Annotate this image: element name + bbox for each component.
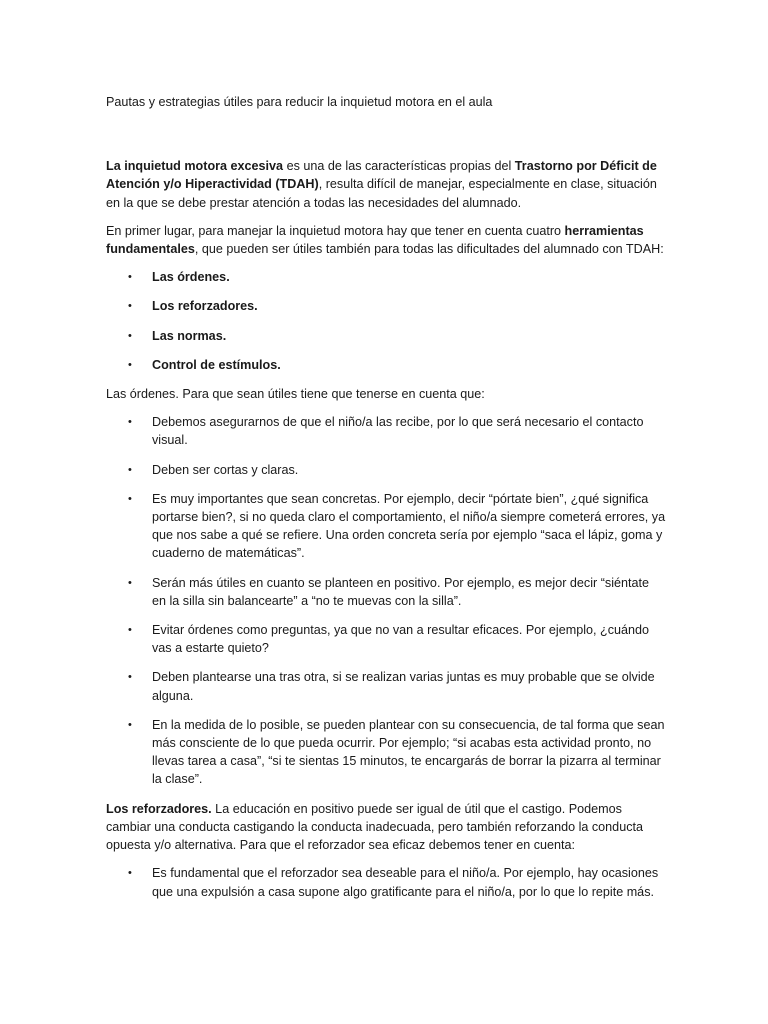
bullet-icon: • bbox=[128, 718, 132, 731]
list-item bbox=[106, 574, 666, 610]
intro-mid: es una de las características propias del bbox=[283, 159, 515, 174]
bullet-icon: • bbox=[128, 358, 132, 371]
bullet-icon: • bbox=[128, 416, 132, 429]
list-item bbox=[106, 716, 666, 789]
list-item-text: Serán más útiles en cuanto se planteen en positivo. Por ejemplo, es mejor decir “siéntate en la silla sin balancearte” a “no te muevas con la silla”. bbox=[152, 575, 650, 608]
list-item bbox=[106, 327, 666, 345]
list-item bbox=[106, 668, 666, 704]
reforzadores-list bbox=[106, 864, 666, 900]
list-item-text: Los reforzadores. bbox=[152, 299, 258, 314]
list-item bbox=[106, 490, 666, 563]
list-item-text: Evitar órdenes como preguntas, ya que no van a resultar eficaces. Por ejemplo, ¿cuándo vas a estarte quieto? bbox=[152, 623, 650, 656]
list-item-text: Debemos asegurarnos de que el niño/a las recibe, por lo que será necesario el contacto visual. bbox=[152, 415, 644, 448]
ordenes-list bbox=[106, 413, 666, 788]
bullet-icon: • bbox=[128, 271, 132, 284]
list-item bbox=[106, 864, 666, 900]
reforzadores-paragraph bbox=[106, 800, 666, 855]
list-item-text: Es fundamental que el reforzador sea deseable para el niño/a. Por ejemplo, hay ocasiones que una expulsión a casa supone algo gratificante para el niño/a, por lo que lo repite más. bbox=[152, 866, 659, 899]
list-item-text: Es muy importantes que sean concretas. Por ejemplo, decir “pórtate bien”, ¿qué significa portarse bien?, si no queda claro el comportamiento, el niño/a siempre cometerá errores, ya que nos sabe a qué se refiere. Una orden concreta sería por ejemplo “saca el lápiz, goma y cuaderno de matemáticas”. bbox=[152, 491, 666, 561]
list-item bbox=[106, 268, 666, 286]
list-item-text: Control de estímulos. bbox=[152, 357, 281, 372]
bullet-icon: • bbox=[128, 576, 132, 589]
tools-paragraph-start: En primer lugar, para manejar la inquietud motora hay que tener en cuenta cuatro bbox=[106, 223, 565, 238]
tools-paragraph-bold: herramientas fundamentales bbox=[106, 223, 644, 257]
bullet-icon: • bbox=[128, 671, 132, 684]
reforzadores-rest: La educación en positivo puede ser igual de útil que el castigo. Podemos cambiar una conducta castigando la conducta inadecuada, pero también reforzando la conducta opuesta y/o alternativa. Para que el reforzador sea eficaz debemos tener en cuenta: bbox=[106, 801, 643, 853]
list-item-text: En la medida de lo posible, se pueden plantear con su consecuencia, de tal forma que sean más consciente de lo que pueda ocurrir. Por ejemplo; “si acabas esta actividad pronto, no llevas tarea a casa”, “si te sientas 15 minutos, te encargarás de borrar la pizarra al terminar la clase”. bbox=[152, 717, 665, 787]
document-title: Pautas y estrategias útiles para reducir la inquietud motora en el aula bbox=[106, 95, 493, 109]
bullet-icon: • bbox=[128, 624, 132, 637]
tools-list bbox=[106, 268, 666, 374]
list-item bbox=[106, 413, 666, 449]
list-item bbox=[106, 461, 666, 479]
tools-paragraph bbox=[106, 222, 666, 258]
list-item-text: Las normas. bbox=[152, 328, 227, 343]
list-item bbox=[106, 356, 666, 374]
tools-paragraph-rest: , que pueden ser útiles también para todas las dificultades del alumnado con TDAH: bbox=[194, 242, 664, 257]
list-item-text: Deben plantearse una tras otra, si se realizan varias juntas es muy probable que se olvide alguna. bbox=[152, 670, 655, 703]
list-item bbox=[106, 297, 666, 315]
bullet-icon: • bbox=[128, 867, 132, 880]
bullet-icon: • bbox=[128, 492, 132, 505]
ordenes-intro: Las órdenes. Para que sean útiles tiene que tenerse en cuenta que: bbox=[106, 387, 485, 402]
document-body bbox=[106, 93, 666, 912]
reforzadores-bold: Los reforzadores. bbox=[106, 801, 212, 816]
intro-bold-tdah: Trastorno por Déficit de Atención y/o Hiperactividad (TDAH) bbox=[106, 159, 657, 192]
list-item-text: Deben ser cortas y claras. bbox=[152, 462, 299, 477]
intro-bold-start: La inquietud motora excesiva bbox=[106, 159, 284, 174]
bullet-icon: • bbox=[128, 300, 132, 313]
intro-rest: , resulta difícil de manejar, especialmente en clase, situación en la que se debe prestar atención a todas las necesidades del alumnado. bbox=[106, 177, 657, 210]
list-item bbox=[106, 621, 666, 657]
bullet-icon: • bbox=[128, 463, 132, 476]
bullet-icon: • bbox=[128, 329, 132, 342]
intro-paragraph bbox=[106, 157, 666, 212]
list-item-text: Las órdenes. bbox=[152, 270, 230, 285]
